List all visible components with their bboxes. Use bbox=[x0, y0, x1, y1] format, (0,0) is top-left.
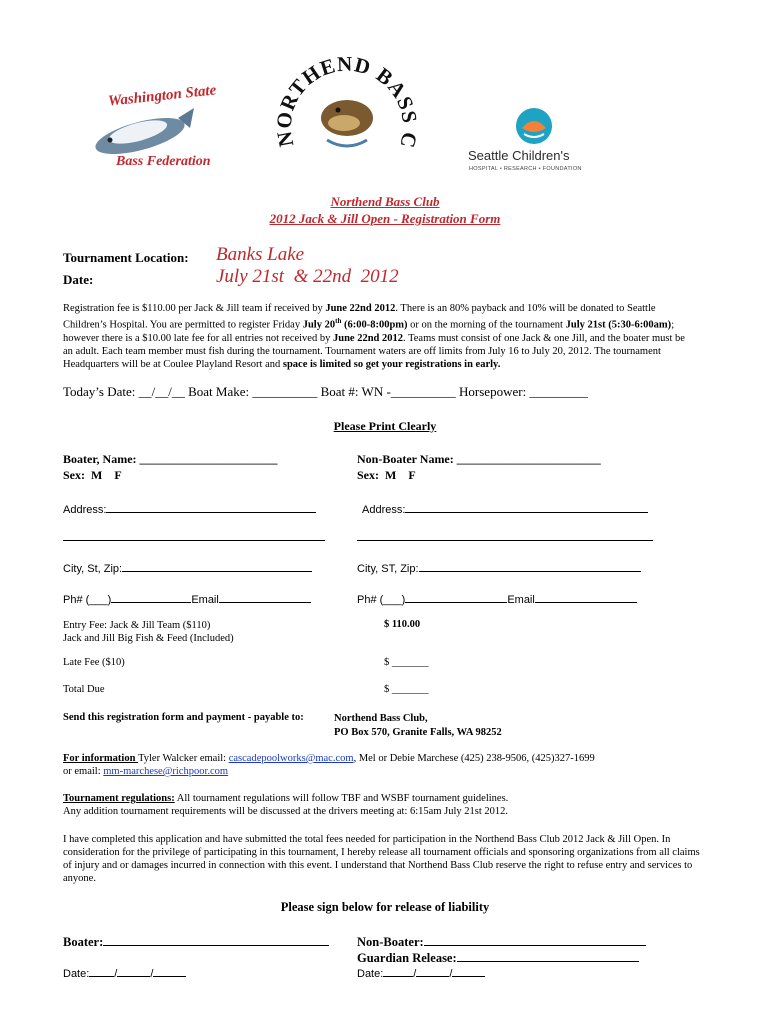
location-label: Tournament Location: bbox=[63, 250, 189, 265]
boater-signature-field[interactable]: Boater: bbox=[63, 932, 329, 950]
title-line1: Northend Bass Club bbox=[330, 194, 440, 209]
info-section: For information Tyler Walcker email: cascadepoolworks@mac.com, Mel or Debie Marchese (425) 238-9506, (425)327-1699 or email: mm-marchese@richpoor.com bbox=[63, 753, 595, 777]
boater-name-field[interactable]: Boater, Name: _______________________ bbox=[63, 452, 278, 466]
print-clearly: Please Print Clearly bbox=[333, 419, 437, 433]
boater-phone-email-field[interactable]: Ph# (___) Email bbox=[63, 590, 311, 606]
nonboater-phone-email-field[interactable]: Ph# (___) Email bbox=[357, 590, 637, 606]
nbc-arc-text: NORTHEND BASS C bbox=[272, 51, 422, 151]
nonboater-name-field[interactable]: Non-Boater Name: ________________________ bbox=[357, 452, 601, 466]
total-due-label: Total Due bbox=[63, 684, 105, 695]
boater-sex-field[interactable]: Sex: M F bbox=[63, 468, 122, 482]
regulations-section: Tournament regulations: All tournament regulations will follow TBF and WSBF tournament guidelines. Any addition tournament requirements will be discussed at the drivers meeting at: 6:15am July 21st 2012. bbox=[63, 793, 509, 817]
guardian-release-field[interactable]: Guardian Release: bbox=[357, 948, 639, 966]
release-paragraph: I have completed this application and have submitted the total fees needed for participation in the Northend Bass Club 2012 Jack & Jill Open. In consideration for the privilege of participating in this tournament, I hereby release all tournament officials and sponsoring organizations from all claims of injury and or damages incurred in connection with this event. I understand that Northend Bass Club reserve the right to refuse entry and services to anyone. bbox=[63, 834, 700, 884]
email-link-1[interactable]: cascadepoolworks@mac.com bbox=[228, 753, 354, 764]
sch-name: Seattle Children's bbox=[468, 148, 570, 163]
fee-paragraph: Registration fee is $110.00 per Jack & Jill team if received by June 22nd 2012. There is an 80% payback and 10% will be donated to Seattle Children’s Hospital. You are permitted to register Friday July 20th (6:00-8:00pm) or on the morning of the tournament July 21st (5:30-6:00am); however there is a $10.00 late fee for all entries not received by June 22nd 2012. Teams must consist of one Jack & one Jill, and the boater must be an adult. Each team member must fish during the tournament. Tournament waters are off limits from July 16 to July 20, 2012. The tournament Headquarters will be at Coulee Playland Resort and space is limited so get your registrations in early. bbox=[63, 303, 685, 370]
entry-fee-label: Entry Fee: Jack & Jill Team ($110) Jack and Jill Big Fish & Feed (Included) bbox=[63, 620, 234, 644]
total-due-amount[interactable]: $ _______ bbox=[384, 684, 429, 695]
wsbf-logo bbox=[68, 82, 238, 178]
nonboater-address-line2[interactable] bbox=[357, 540, 653, 541]
nonboater-signature-field[interactable]: Non-Boater: bbox=[357, 932, 646, 950]
nonboater-address-field[interactable]: Address: bbox=[362, 500, 648, 516]
boater-address-field[interactable]: Address: bbox=[63, 500, 316, 516]
wsbf-line2: Bass Federation bbox=[116, 154, 211, 169]
date-value: July 21st & 22nd 2012 bbox=[216, 266, 399, 287]
boater-sign-date-field[interactable]: Date: / / bbox=[63, 964, 186, 980]
nbc-logo bbox=[272, 40, 422, 190]
location-value: Banks Lake bbox=[216, 244, 305, 265]
sch-sub: HOSPITAL • RESEARCH • FOUNDATION bbox=[469, 166, 582, 172]
send-label: Send this registration form and payment - payable to: bbox=[63, 712, 304, 723]
nonboater-city-field[interactable]: City, ST, Zip: bbox=[357, 559, 641, 575]
boater-city-field[interactable]: City, St, Zip: bbox=[63, 559, 312, 575]
late-fee-label: Late Fee ($10) bbox=[63, 657, 125, 668]
date-label: Date: bbox=[63, 272, 94, 287]
email-link-2[interactable]: mm-marchese@richpoor.com bbox=[103, 766, 229, 777]
nonboater-sex-field[interactable]: Sex: M F bbox=[357, 468, 416, 482]
send-address: Northend Bass Club, PO Box 570, Granite Falls, WA 98252 bbox=[334, 713, 502, 738]
seattle-childrens-logo bbox=[468, 106, 608, 176]
late-fee-amount[interactable]: $ _______ bbox=[384, 657, 429, 668]
sign-heading: Please sign below for release of liability bbox=[280, 900, 490, 914]
wsbf-line1: Washington State bbox=[107, 82, 218, 110]
boater-address-line2[interactable] bbox=[63, 540, 325, 541]
entry-fee-amount: $ 110.00 bbox=[384, 619, 421, 630]
boat-info-line[interactable]: Today’s Date: __/__/__ Boat Make: __________ Boat #: WN -__________ Horsepower: _________ bbox=[63, 384, 588, 399]
nonboater-sign-date-field[interactable]: Date: / / bbox=[357, 964, 485, 980]
title-line2: 2012 Jack & Jill Open - Registration Form bbox=[269, 211, 501, 226]
